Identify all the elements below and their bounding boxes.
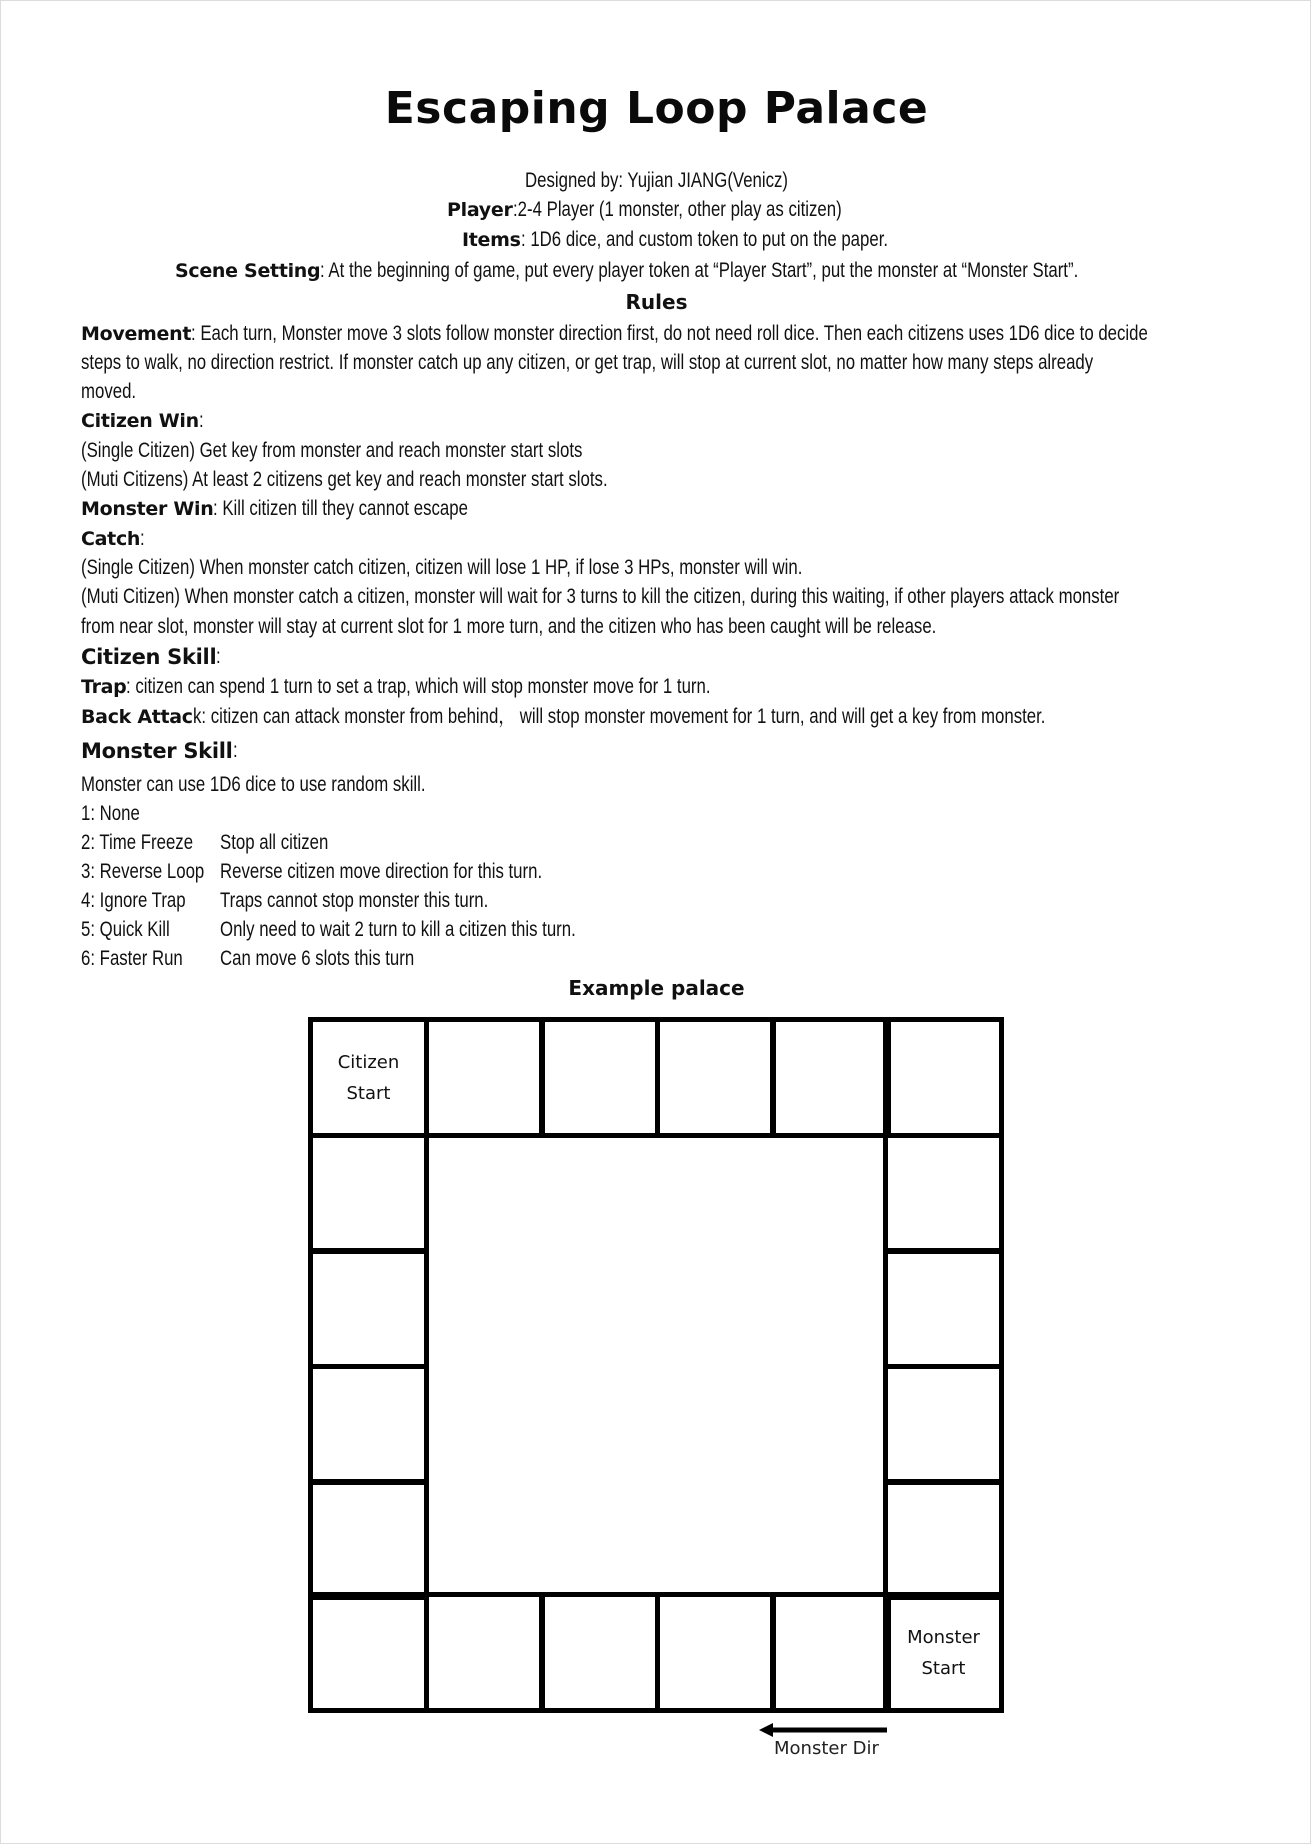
citizen-win-single — [81, 438, 708, 464]
board-slot — [308, 1592, 429, 1713]
monster-start-line-2: Start — [921, 1657, 966, 1679]
skill-row-5 — [81, 917, 781, 943]
movement-text-2: steps to walk, no direction restrict. If monster catch up any citizen, or get trap, will stop at current slot, no matter how many steps already — [81, 351, 1094, 374]
citizen-win-multi-text: (Muti Citizens) At least 2 citizens get key and reach monster start slots. — [81, 468, 608, 491]
skill-desc: Stop all citizen — [220, 831, 329, 854]
catch-line-2 — [81, 584, 1311, 610]
skill-roll: 5: Quick Kill — [81, 918, 170, 941]
monster-win-label: Monster Win — [81, 498, 214, 520]
catch-heading — [81, 526, 146, 552]
board-slot — [770, 1592, 891, 1713]
skill-desc: Can move 6 slots this turn — [220, 947, 415, 970]
catch-text-1: (Single Citizen) When monster catch citizen, citizen will lose 1 HP, if lose 3 HPs, monster will win. — [81, 556, 803, 579]
back-attack-label: Back Attac — [81, 706, 193, 728]
skill-roll: 3: Reverse Loop — [81, 860, 205, 883]
monster-win-line — [81, 496, 532, 522]
skill-roll: 4: Ignore Trap — [81, 889, 186, 912]
citizen-skill-label: Citizen Skill — [81, 645, 217, 669]
monster-skill-heading — [81, 738, 238, 764]
back-attack-line — [81, 704, 1258, 730]
catch-label: Catch — [81, 528, 141, 550]
example-palace-board — [308, 1017, 1004, 1713]
board-slot — [308, 1479, 429, 1600]
board-slot — [883, 1133, 1004, 1254]
movement-text-1: : Each turn, Monster move 3 slots follow monster direction first, do not need roll dice. Then each citizens uses 1D6 dice to decide — [191, 322, 1148, 345]
back-attack-desc: : citizen can attack monster from behind， will stop monster movement for 1 turn, and will get a key from monster. — [201, 705, 1046, 728]
citizen-win-heading — [81, 408, 205, 434]
skill-row-2 — [81, 830, 781, 856]
arrow-left-icon — [759, 1723, 887, 1737]
citizen-win-label: Citizen Win — [81, 410, 199, 432]
board-slot — [308, 1248, 429, 1369]
items-label: Items — [462, 229, 521, 251]
skill-desc: Reverse citizen move direction for this turn. — [220, 860, 543, 883]
catch-text-3: from near slot, monster will stay at current slot for 1 more turn, and the citizen who has been caught will be release. — [81, 615, 937, 638]
citizen-start-line-2: Start — [346, 1082, 391, 1104]
board-slot — [308, 1133, 429, 1254]
movement-line-3 — [81, 379, 150, 405]
page-title: Escaping Loop Palace — [384, 83, 929, 134]
citizen-win-multi — [81, 467, 739, 493]
back-attack-text — [193, 704, 1045, 730]
board-slot — [770, 1017, 891, 1138]
trap-label: Trap — [81, 676, 127, 698]
player-text: :2-4 Player (1 monster, other play as citizen) — [512, 198, 842, 221]
skill-row-6 — [81, 946, 781, 972]
designer-credit — [525, 168, 854, 194]
board-slot — [883, 1017, 1004, 1138]
board-slot — [308, 1364, 429, 1485]
monster-skill-intro-text: Monster can use 1D6 dice to use random skill. — [81, 773, 426, 796]
player-label: Player — [447, 199, 513, 221]
skill-roll: 1: None — [81, 802, 140, 825]
skill-roll: 2: Time Freeze — [81, 831, 194, 854]
citizen-start-line-1: Citizen — [337, 1051, 400, 1073]
board-slot — [424, 1017, 545, 1138]
rules-heading: Rules — [625, 290, 688, 314]
board-slot-citizen-start — [308, 1017, 429, 1138]
board-slot — [883, 1479, 1004, 1600]
trap-text: : citizen can spend 1 turn to set a trap, which will stop monster move for 1 turn. — [126, 675, 712, 698]
board-slot — [424, 1592, 545, 1713]
board-slot — [539, 1592, 660, 1713]
trap-line — [81, 674, 857, 700]
designer-credit-text: Designed by: Yujian JIANG(Venicz) — [525, 169, 789, 192]
movement-line-2 — [81, 350, 1311, 376]
monster-skill-label: Monster Skill — [81, 739, 233, 763]
items-text: : 1D6 dice, and custom token to put on the paper. — [520, 228, 888, 251]
board-slot — [655, 1592, 776, 1713]
skill-row-3 — [81, 859, 781, 885]
citizen-win-colon: : — [198, 409, 204, 432]
items-line — [462, 227, 979, 253]
back-attack-label-tail: k — [192, 705, 202, 728]
catch-line-3 — [81, 614, 1150, 640]
monster-start-line-1: Monster — [907, 1626, 980, 1648]
monster-skill-colon: : — [232, 739, 238, 762]
scene-setting-label: Scene Setting — [175, 260, 321, 282]
scene-setting-line — [175, 258, 1268, 284]
board-slot-monster-start — [883, 1592, 1004, 1713]
citizen-skill-heading — [81, 644, 222, 670]
catch-text-2: (Muti Citizen) When monster catch a citizen, monster will wait for 3 turns to kill the citizen, during this waiting, if other players attack monster — [81, 585, 1120, 608]
board-slot — [883, 1364, 1004, 1485]
example-palace-heading: Example palace — [568, 976, 745, 1000]
scene-setting-text: : At the beginning of game, put every player token at “Player Start”, put the monster at “Monster Start”. — [320, 259, 1079, 282]
board-slot — [539, 1017, 660, 1138]
skill-desc: Traps cannot stop monster this turn. — [220, 889, 489, 912]
board-slot — [655, 1017, 776, 1138]
citizen-win-single-text: (Single Citizen) Get key from monster and reach monster start slots — [81, 439, 583, 462]
skill-roll: 6: Faster Run — [81, 947, 183, 970]
player-line — [447, 197, 923, 223]
skill-desc: Only need to wait 2 turn to kill a citizen this turn. — [220, 918, 576, 941]
citizen-skill-colon: : — [216, 645, 222, 668]
movement-line-1 — [81, 321, 1311, 347]
catch-line-1 — [81, 555, 983, 581]
movement-text-3: moved. — [81, 380, 137, 403]
movement-label: Movement — [81, 323, 192, 345]
catch-colon: : — [140, 527, 145, 550]
monster-direction-label: Monster Dir — [774, 1738, 879, 1759]
skill-row-4 — [81, 888, 781, 914]
monster-win-text: : Kill citizen till they cannot escape — [213, 497, 469, 520]
monster-skill-intro — [81, 772, 512, 798]
skill-row-1 — [81, 801, 781, 827]
board-slot — [883, 1248, 1004, 1369]
